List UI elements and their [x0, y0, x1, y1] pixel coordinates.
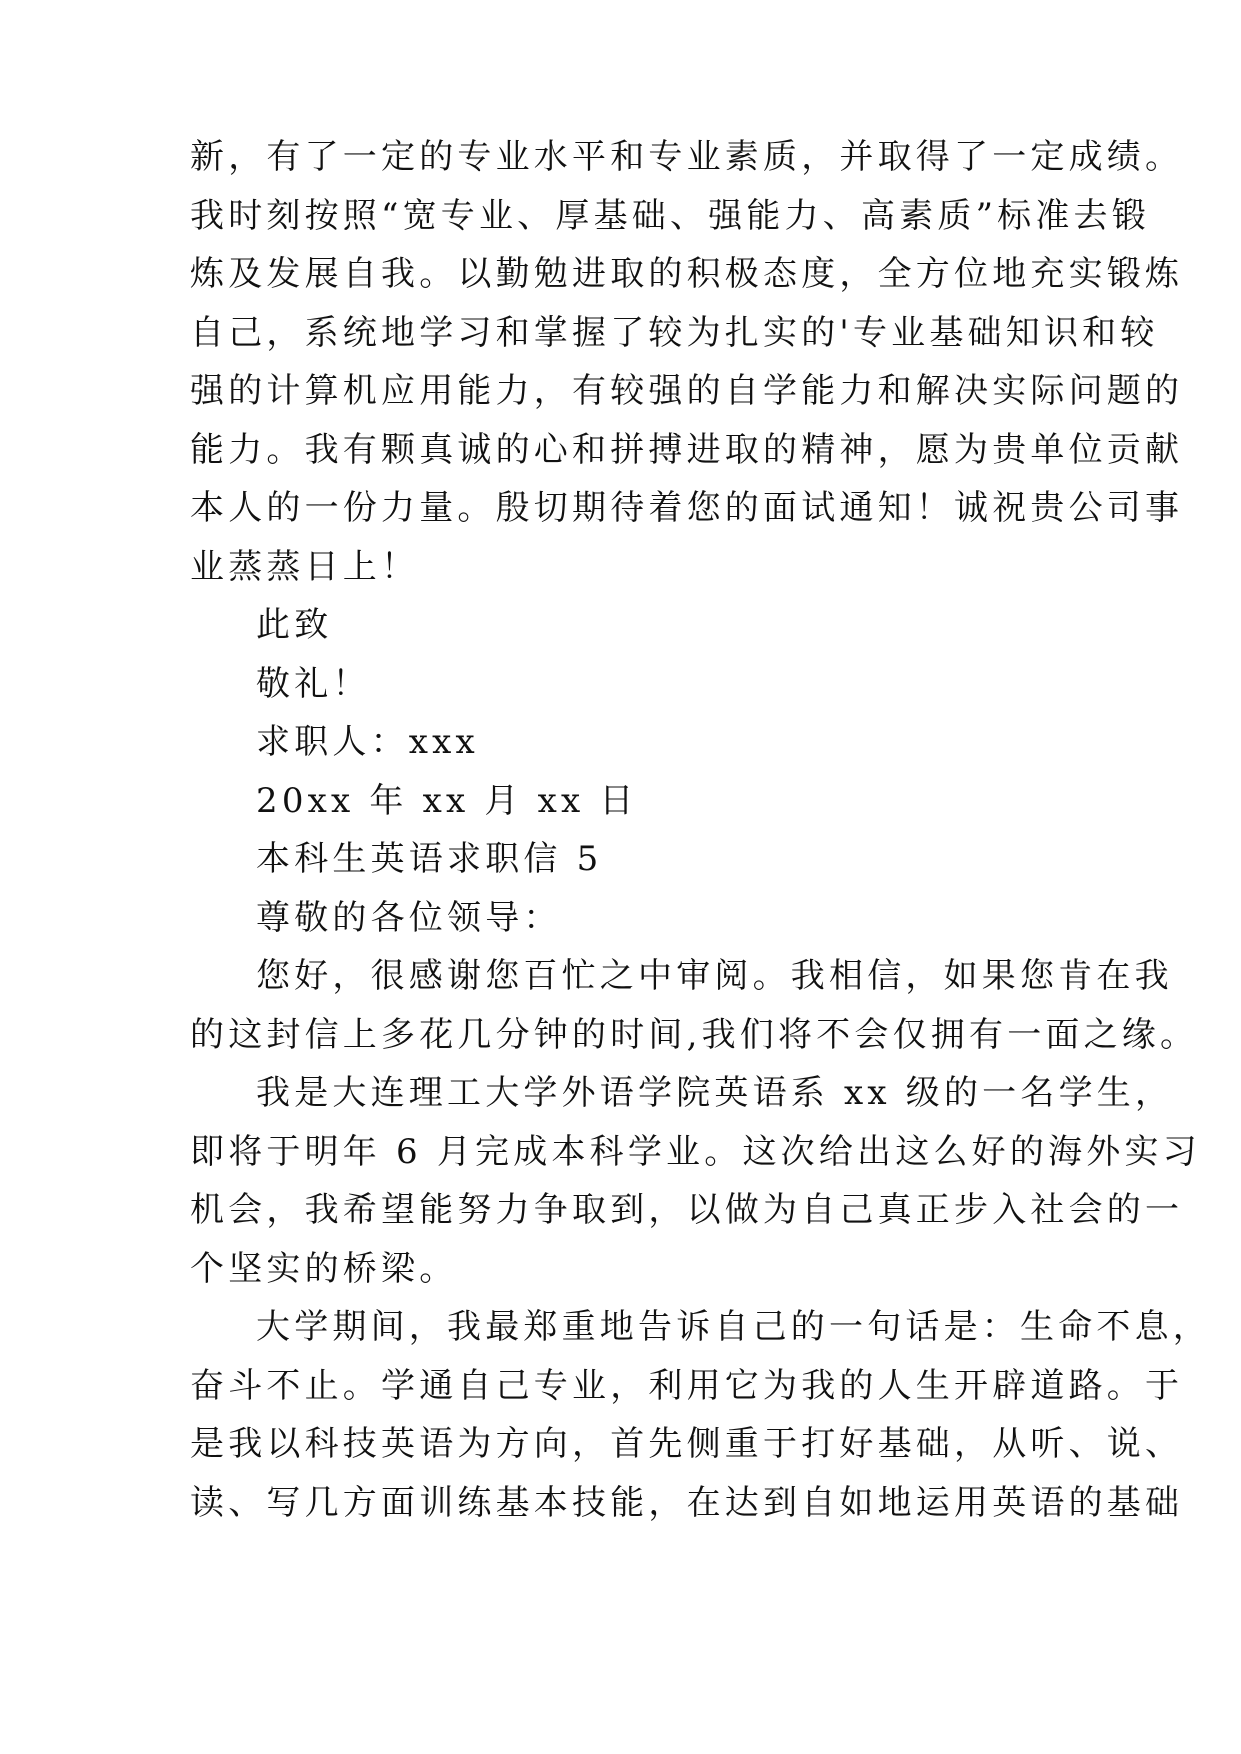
text-line: 即将于明年 6 月完成本科学业。这次给出这么好的海外实习	[190, 1131, 1201, 1172]
text-line: 机会，我希望能努力争取到，以做为自己真正步入社会的一	[190, 1190, 1184, 1230]
text-line: 我时刻按照“宽专业、厚基础、强能力、高素质”标准去锻	[190, 195, 1150, 236]
text-line: 个坚实的桥梁。	[190, 1248, 458, 1289]
date-line: 20xx 年 xx 月 xx 日	[256, 780, 638, 821]
text-line: 读、写几方面训练基本技能，在达到自如地运用英语的基础	[190, 1482, 1184, 1523]
section-title: 本科生英语求职信 5	[256, 839, 603, 879]
text-line: 能力。我有颗真诚的心和拼搏进取的精神，愿为贵单位贡献	[190, 429, 1184, 470]
applicant-line: 求职人：xxx	[256, 722, 479, 762]
letter-body	[190, 128, 1211, 1532]
text-line: 炼及发展自我。以勤勉进取的积极态度，全方位地充实锻炼	[190, 254, 1184, 294]
text-line: 本人的一份力量。殷切期待着您的面试通知！诚祝贵公司事	[190, 488, 1184, 528]
text-line: 业蒸蒸日上！	[190, 546, 420, 587]
text-line: 新，有了一定的专业水平和专业素质，并取得了一定成绩。	[190, 137, 1184, 177]
closing-line: 此致	[256, 605, 333, 645]
text-line: 奋斗不止。学通自己专业，利用它为我的人生开辟道路。于	[190, 1365, 1184, 1406]
salutation-line: 敬礼！	[256, 663, 371, 704]
text-line: 是我以科技英语为方向，首先侧重于打好基础，从听、说、	[190, 1424, 1184, 1464]
text-line: 大学期间，我最郑重地告诉自己的一句话是：生命不息，	[256, 1307, 1211, 1347]
text-line: 您好，很感谢您百忙之中审阅。我相信，如果您肯在我	[256, 956, 1173, 996]
greeting-line: 尊敬的各位领导：	[256, 897, 562, 938]
text-line: 我是大连理工大学外语学院英语系 xx 级的一名学生，	[256, 1073, 1174, 1113]
text-line: 自己，系统地学习和掌握了较为扎实的'专业基础知识和较	[190, 312, 1159, 353]
text-line: 的这封信上多花几分钟的时间,我们将不会仅拥有一面之缘。	[190, 1014, 1199, 1055]
text-line: 强的计算机应用能力，有较强的自学能力和解决实际问题的	[190, 371, 1184, 411]
